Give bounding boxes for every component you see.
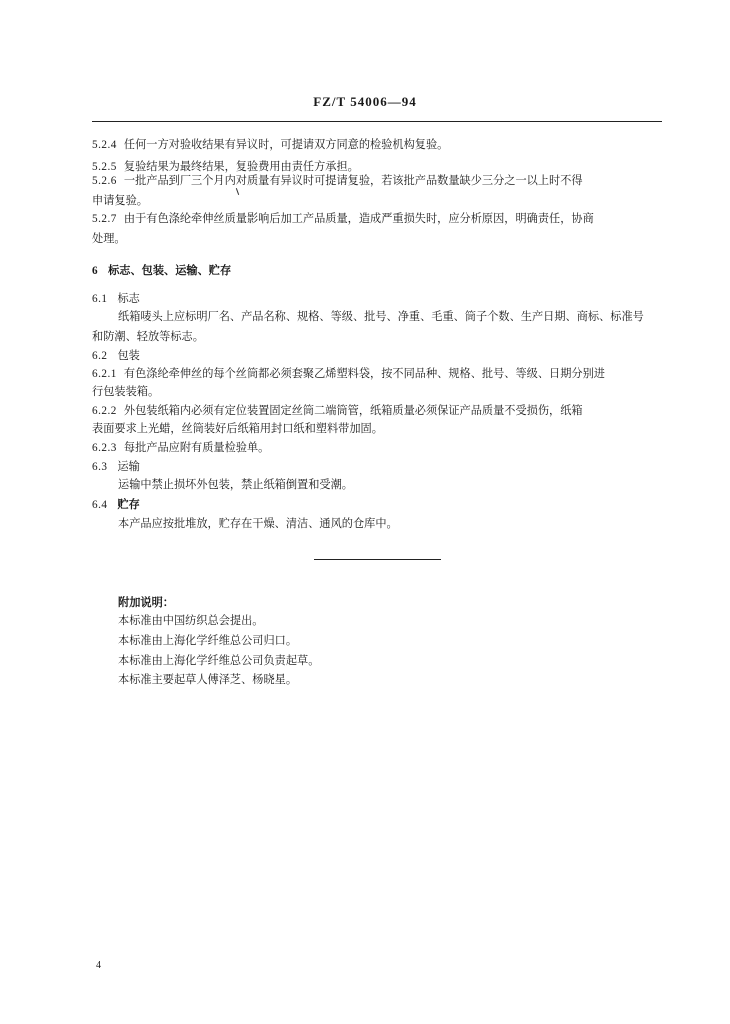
section-6-2-heading <box>92 348 140 364</box>
clause-text: 任何一方对验收结果有异议时，可提请双方同意的检验机构复验。 <box>123 138 449 151</box>
clause-number: 5.2.5 <box>92 161 117 173</box>
clause-text: 有色涤纶牵伸丝的每个丝筒都必须套聚乙烯塑料袋，按不同品种、规格、批号、等级、日期分别进 <box>123 367 605 380</box>
clause-6-2-1-line1 <box>92 366 605 382</box>
clause-5-2-7-line1 <box>92 211 594 227</box>
clause-6-2-2-line2: 表面要求上光蜡，丝筒装好后纸箱用封口纸和塑料带加固。 <box>92 422 383 435</box>
notes-item: 本标准由上海化学纤维总公司归口。 <box>118 634 298 647</box>
standard-number-header: FZ/T 54006—94 <box>313 94 417 109</box>
section-number: 6.4 <box>92 499 108 511</box>
section-number: 6.1 <box>92 293 108 305</box>
section-title: 贮存 <box>117 498 140 511</box>
section-number: 6 <box>92 265 99 277</box>
end-separator-rule <box>314 559 441 560</box>
notes-item: 本标准由上海化学纤维总公司负责起草。 <box>118 654 320 667</box>
scan-mark <box>236 188 239 195</box>
clause-5-2-6-line2: 申请复验。 <box>92 194 148 207</box>
section-6-1-text-line2: 和防潮、轻放等标志。 <box>92 330 204 343</box>
section-6-3-heading <box>92 459 140 475</box>
section-number: 6.2 <box>92 350 108 362</box>
clause-6-2-3 <box>92 440 269 456</box>
clause-text: 由于有色涤纶牵伸丝质量影响后加工产品质量，造成严重损失时，应分析原因，明确责任，协商 <box>123 212 594 225</box>
section-title: 包装 <box>117 349 140 362</box>
clause-number: 6.2.3 <box>92 442 117 454</box>
section-6-heading <box>92 263 231 279</box>
clause-5-2-4 <box>92 137 448 153</box>
clause-text: 复验结果为最终结果，复验费用由责任方承担。 <box>123 160 359 173</box>
clause-number: 5.2.6 <box>92 175 117 187</box>
clause-text: 一批产品到厂三个月内对质量有异议时可提请复验，若该批产品数量缺少三分之一以上时不得 <box>123 174 583 187</box>
header-rule <box>92 121 662 122</box>
clause-5-2-7-line2: 处理。 <box>92 232 126 245</box>
section-title: 标志 <box>117 292 140 305</box>
clause-6-2-2-line1 <box>92 403 583 419</box>
notes-title: 附加说明： <box>118 596 174 609</box>
section-6-3-text: 运输中禁止损坏外包装，禁止纸箱倒置和受潮。 <box>118 478 353 491</box>
clause-number: 6.2.1 <box>92 368 117 380</box>
clause-number: 5.2.7 <box>92 213 117 225</box>
clause-5-2-6-line1 <box>92 173 583 189</box>
section-6-4-heading <box>92 497 140 513</box>
clause-text: 外包装纸箱内必须有定位装置固定丝筒二端筒管，纸箱质量必须保证产品质量不受损伤，纸箱 <box>123 404 583 417</box>
notes-item: 本标准主要起草人傅泽芝、杨晓星。 <box>118 673 298 686</box>
notes-item: 本标准由中国纺织总会提出。 <box>118 614 264 627</box>
section-title: 运输 <box>117 460 140 473</box>
clause-6-2-1-line2: 行包装装箱。 <box>92 385 160 398</box>
section-title: 标志、包装、运输、贮存 <box>108 264 232 277</box>
clause-text: 每批产品应附有质量检验单。 <box>123 441 270 454</box>
section-number: 6.3 <box>92 461 108 473</box>
section-6-1-heading <box>92 291 140 307</box>
page-number: 4 <box>96 960 101 971</box>
clause-number: 5.2.4 <box>92 139 117 151</box>
clause-number: 6.2.2 <box>92 405 117 417</box>
section-6-1-text-line1: 纸箱唛头上应标明厂名、产品名称、规格、等级、批号、净重、毛重、筒子个数、生产日期、商标、标准号 <box>118 310 644 323</box>
section-6-4-text: 本产品应按批堆放，贮存在干燥、清洁、通风的仓库中。 <box>118 517 398 530</box>
